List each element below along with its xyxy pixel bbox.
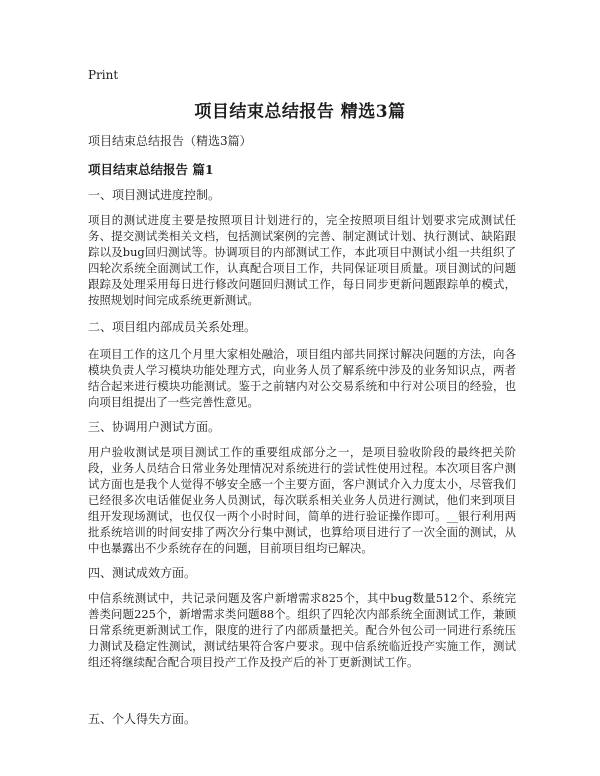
page-title: 项目结束总结报告 精选3篇 xyxy=(194,102,406,122)
section-paragraph-3: 用户验收测试是项目测试工作的重要组成部分之一，是项目验收阶段的最终把关阶段，业务人员结合日常业务处理情况对系统进行的尝试性使用过程。本次项目客户测试方面也是我个人觉得不够安全感一个主要方面，客户测试介入力度太小，尽管我们已经很多次电话催促业务人员测试，每次联系相关业务人员进行测试，他们来到项目组开发现场测试，也仅仅一两个小时时间，简单的进行验证操作即可。__银行利用两批系统培训的时间安排了两次分行集中测试，也算给项目进行了一次全面的测试，从中也暴露出不少系统存在的问题，目前项目组均已解决。 xyxy=(88,445,516,555)
document-subtitle: 项目结束总结报告（精选3篇） xyxy=(88,134,252,148)
section-heading-1: 一、项目测试进度控制。 xyxy=(88,188,221,202)
section-heading-2: 二、项目组内部成员关系处理。 xyxy=(88,320,257,334)
section-heading-3: 三、协调用户测试方面。 xyxy=(88,420,221,434)
section-paragraph-1: 项目的测试进度主要是按照项目计划进行的，完全按照项目组计划要求完成测试任务、提交测试类相关文档，包括测试案例的完善、制定测试计划、执行测试、缺陷跟踪以及bug回归测试等。协调项目的内部测试工作，本此项目中测试小组一共组织了四轮次系统全面测试工作，认真配合项目工作，共同保证项目质量。项目测试的问题跟踪及处理采用每日进行修改问题回归测试工作，每日同步更新问题跟踪单的模式，按照规划时间完成系统更新测试。 xyxy=(88,213,516,307)
section-paragraph-4: 中信系统测试中，共记录问题及客户新增需求825个，其中bug数量512个、系统完善类问题225个，新增需求类问题88个。组织了四轮次内部系统全面测试工作，兼顾日常系统更新测试工作，限度的进行了内部质量把关。配合外包公司一同进行系统压力测试及稳定性测试，测试结果符合客户要求。现中信系统临近投产实施工作，测试组还将继续配合配合项目投产工作及投产后的补丁更新测试工作。 xyxy=(88,591,516,669)
article-heading: 项目结束总结报告 篇1 xyxy=(88,162,214,177)
print-link[interactable]: Print xyxy=(88,68,119,82)
section-heading-4: 四、测试成效方面。 xyxy=(88,566,197,580)
section-paragraph-2: 在项目工作的这几个月里大家相处融洽，项目组内部共同探讨解决问题的方法，向各模块负责人学习模块功能处理方式，向业务人员了解系统中涉及的业务知识点，两者结合起来进行模块功能测试。鉴于之前辖内对公交易系统和中行对公项目的经验，也向项目组提出了一些完善性意见。 xyxy=(88,347,516,409)
section-heading-5: 五、个人得失方面。 xyxy=(88,712,197,726)
